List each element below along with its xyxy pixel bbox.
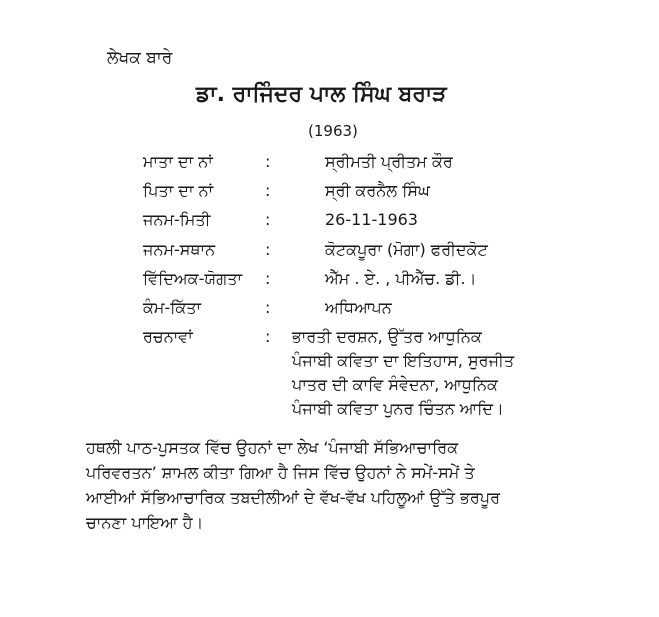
- author-name: ਡਾ. ਰਾਜਿੰਦਰ ਪਾਲ ਸਿੰਘ ਬਰਾੜ: [196, 82, 447, 107]
- bio-separator: :: [265, 152, 271, 171]
- bio-separator: :: [265, 327, 271, 346]
- paragraph-line: ਆਈਆਂ ਸੱਭਿਆਚਾਰਿਕ ਤਬਦੀਲੀਆਂ ਦੇ ਵੱਖ-ਵੱਖ ਪਹਿਲੂਆਂ ਉੱਤੇ ਭਰਪੂਰ: [86, 488, 501, 507]
- bio-separator: :: [265, 240, 271, 259]
- bio-row-mother: [0, 152, 659, 178]
- bio-row-occupation: [0, 298, 659, 324]
- works-line: ਪੰਜਾਬੀ ਕਵਿਤਾ ਦਾ ਇਤਿਹਾਸ, ਸੁਰਜੀਤ: [292, 351, 515, 370]
- bio-row-father: [0, 181, 659, 207]
- bio-separator: :: [265, 298, 271, 317]
- author-birth-year: (1963): [308, 122, 358, 140]
- bio-label: ਵਿੱਦਿਅਕ-ਯੋਗਤਾ: [143, 269, 243, 288]
- bio-value: ਅਧਿਆਪਨ: [325, 298, 392, 317]
- bio-label: ਕੰਮ-ਕਿੱਤਾ: [143, 298, 202, 317]
- bio-separator: :: [265, 181, 271, 200]
- bio-value: 26-11-1963: [325, 210, 418, 229]
- works-line: ਪਾਤਰ ਦੀ ਕਾਵਿ ਸੰਵੇਦਨਾ, ਆਧੁਨਿਕ: [292, 375, 498, 394]
- section-label: ਲੇਖਕ ਬਾਰੇ: [107, 48, 173, 68]
- bio-label: ਮਾਤਾ ਦਾ ਨਾਂ: [143, 152, 213, 171]
- paragraph-line: ਚਾਨਣਾ ਪਾਇਆ ਹੈ।: [86, 513, 204, 532]
- bio-separator: :: [265, 269, 271, 288]
- bio-row-birth-date: [0, 210, 659, 236]
- bio-label: ਜਨਮ-ਮਿਤੀ: [143, 210, 211, 229]
- bio-value: ਸ੍ਰੀਮਤੀ ਪ੍ਰੀਤਮ ਕੌਰ: [325, 152, 453, 171]
- bio-label: ਪਿਤਾ ਦਾ ਨਾਂ: [143, 181, 214, 200]
- works-line: ਪੰਜਾਬੀ ਕਵਿਤਾ ਪੁਨਰ ਚਿੰਤਨ ਆਦਿ।: [292, 399, 504, 418]
- bio-label: ਜਨਮ-ਸਥਾਨ: [143, 240, 216, 259]
- paragraph-line: ਹਥਲੀ ਪਾਠ-ਪੁਸਤਕ ਵਿੱਚ ਉਹਨਾਂ ਦਾ ਲੇਖ ‘ਪੰਜਾਬੀ ਸੱਭਿਆਚਾਰਿਕ: [86, 438, 459, 457]
- bio-label: ਰਚਨਾਵਾਂ: [143, 327, 193, 346]
- bio-value: ਐੱਮ . ਏ. , ਪੀਐੱਚ. ਡੀ.।: [325, 269, 477, 288]
- bio-value: ਸ੍ਰੀ ਕਰਨੈਲ ਸਿੰਘ: [325, 181, 430, 200]
- bio-row-education: [0, 269, 659, 295]
- bio-separator: :: [265, 210, 271, 229]
- bio-row-birth-place: [0, 240, 659, 266]
- bio-value: ਕੋਟਕਪੂਰਾ (ਮੋਗਾ) ਫਰੀਦਕੋਟ: [325, 240, 488, 259]
- works-line: ਭਾਰਤੀ ਦਰਸ਼ਨ, ਉੱਤਰ ਆਧੁਨਿਕ: [292, 327, 482, 346]
- paragraph-line: ਪਰਿਵਰਤਨ’ ਸ਼ਾਮਲ ਕੀਤਾ ਗਿਆ ਹੈ ਜਿਸ ਵਿੱਚ ਉਹਨਾਂ ਨੇ ਸਮੇਂ-ਸਮੇਂ ਤੇ: [86, 463, 475, 482]
